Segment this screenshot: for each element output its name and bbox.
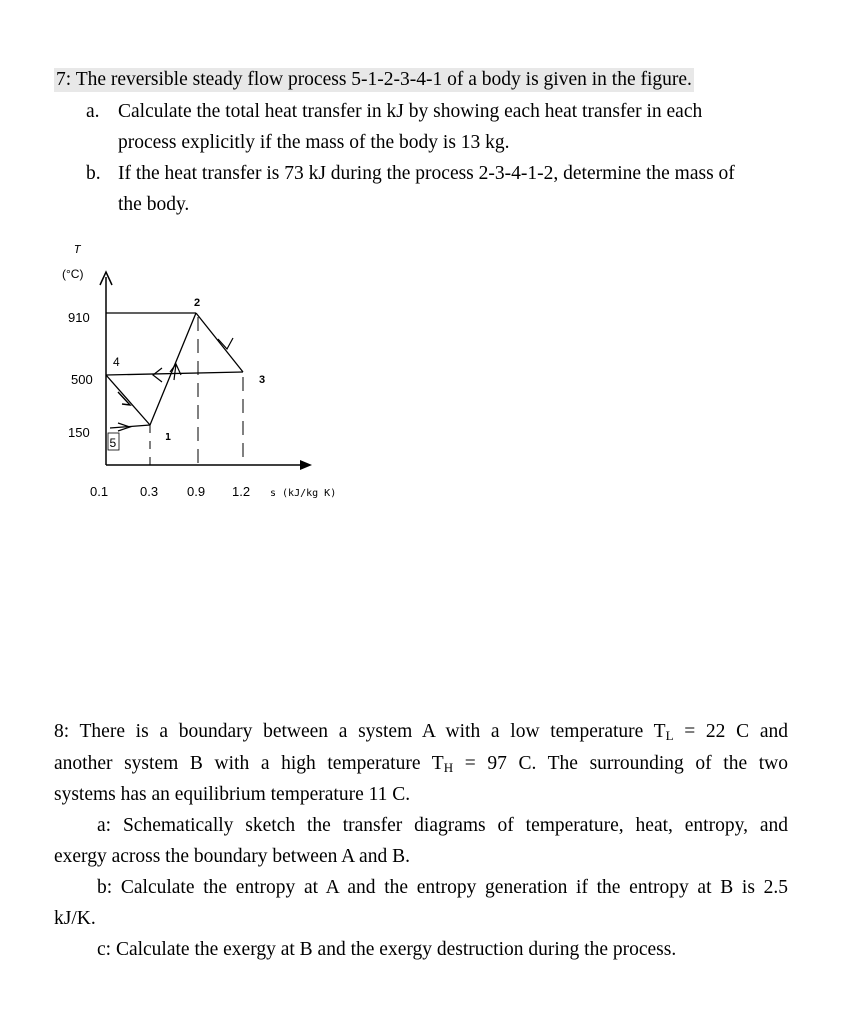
point-label-2: 2 bbox=[194, 297, 201, 309]
process-4-1 bbox=[106, 375, 150, 425]
y-axis-unit: (°C) bbox=[62, 267, 84, 281]
y-axis-arrow-icon bbox=[100, 272, 112, 285]
y-tick-500: 500 bbox=[71, 372, 93, 387]
q8-line3: systems has an equilibrium temperature 11 C. bbox=[54, 784, 411, 805]
q8-part-b-line2: kJ/K. bbox=[54, 908, 96, 929]
q8-line2-sub: H bbox=[443, 760, 454, 775]
q8-line1-post: = 22 C and bbox=[673, 721, 788, 742]
x-axis-arrow-icon bbox=[300, 460, 312, 470]
point-5-box bbox=[108, 433, 119, 450]
process-2-3 bbox=[196, 313, 243, 372]
point-label-3: 3 bbox=[259, 374, 266, 386]
q8-part-b-line1-text: b: Calculate the entropy at A and the entropy generation if the entropy at B is 2.5 bbox=[97, 877, 788, 898]
y-axis-label: T bbox=[74, 243, 81, 256]
q8-part-c-line1: c: Calculate the exergy at B and the exergy destruction during the process. bbox=[97, 939, 677, 960]
question-7-title: 7: The reversible steady flow process 5-1-2-3-4-1 of a body is given in the figure. bbox=[56, 69, 692, 90]
q8-line1-pre: 8: There is a boundary between a system A with a low temperature T bbox=[54, 721, 666, 742]
q8-line1-sub: L bbox=[665, 728, 674, 743]
q7-part-b-line1: If the heat transfer is 73 kJ during the process 2-3-4-1-2, determine the mass of bbox=[118, 163, 735, 184]
q8-part-a-line1-text: a: Schematically sketch the transfer diagrams of temperature, heat, entropy, and bbox=[97, 815, 788, 836]
point-label-4: 4 bbox=[113, 355, 120, 369]
y-tick-910: 910 bbox=[68, 310, 90, 325]
arrow-3-4-icon bbox=[153, 368, 162, 382]
arrow-2-3-icon bbox=[218, 338, 233, 349]
q7-part-b-line2: the body. bbox=[118, 194, 190, 215]
q8-line1 bbox=[54, 720, 788, 748]
q8-part-a-line2: exergy across the boundary between A and B. bbox=[54, 846, 410, 867]
q7-part-a-label: a. bbox=[86, 101, 100, 122]
q7-part-b-label: b. bbox=[86, 163, 101, 184]
arrow-1-2-icon bbox=[170, 364, 181, 380]
x-tick-0.3: 0.3 bbox=[140, 484, 159, 499]
arrow-4-1-icon bbox=[118, 392, 130, 405]
process-3-4 bbox=[106, 372, 243, 375]
x-tick-1.2: 1.2 bbox=[232, 484, 251, 499]
process-1-2 bbox=[150, 313, 196, 425]
y-tick-150: 150 bbox=[68, 425, 90, 440]
q8-line2-pre: another system B with a high temperature T bbox=[54, 753, 444, 774]
q7-part-a-line2: process explicitly if the mass of the body is 13 kg. bbox=[118, 132, 510, 153]
point-label-5: 5 bbox=[109, 436, 117, 450]
process-5-1 bbox=[110, 425, 150, 428]
point-label-1: 1 bbox=[165, 432, 172, 443]
q7-part-a-line1: Calculate the total heat transfer in kJ by showing each heat transfer in each bbox=[118, 101, 703, 122]
arrow-5-1-icon bbox=[118, 423, 130, 431]
x-tick-0.9: 0.9 bbox=[187, 484, 206, 499]
q8-part-a-line1 bbox=[97, 814, 788, 838]
q8-line2 bbox=[54, 752, 788, 780]
x-tick-0.1: 0.1 bbox=[90, 484, 109, 499]
q8-line2-post: = 97 C. The surrounding of the two bbox=[453, 753, 789, 774]
x-axis-label: s (kJ/kg K) bbox=[270, 488, 337, 499]
q8-part-b-line1 bbox=[97, 876, 788, 900]
